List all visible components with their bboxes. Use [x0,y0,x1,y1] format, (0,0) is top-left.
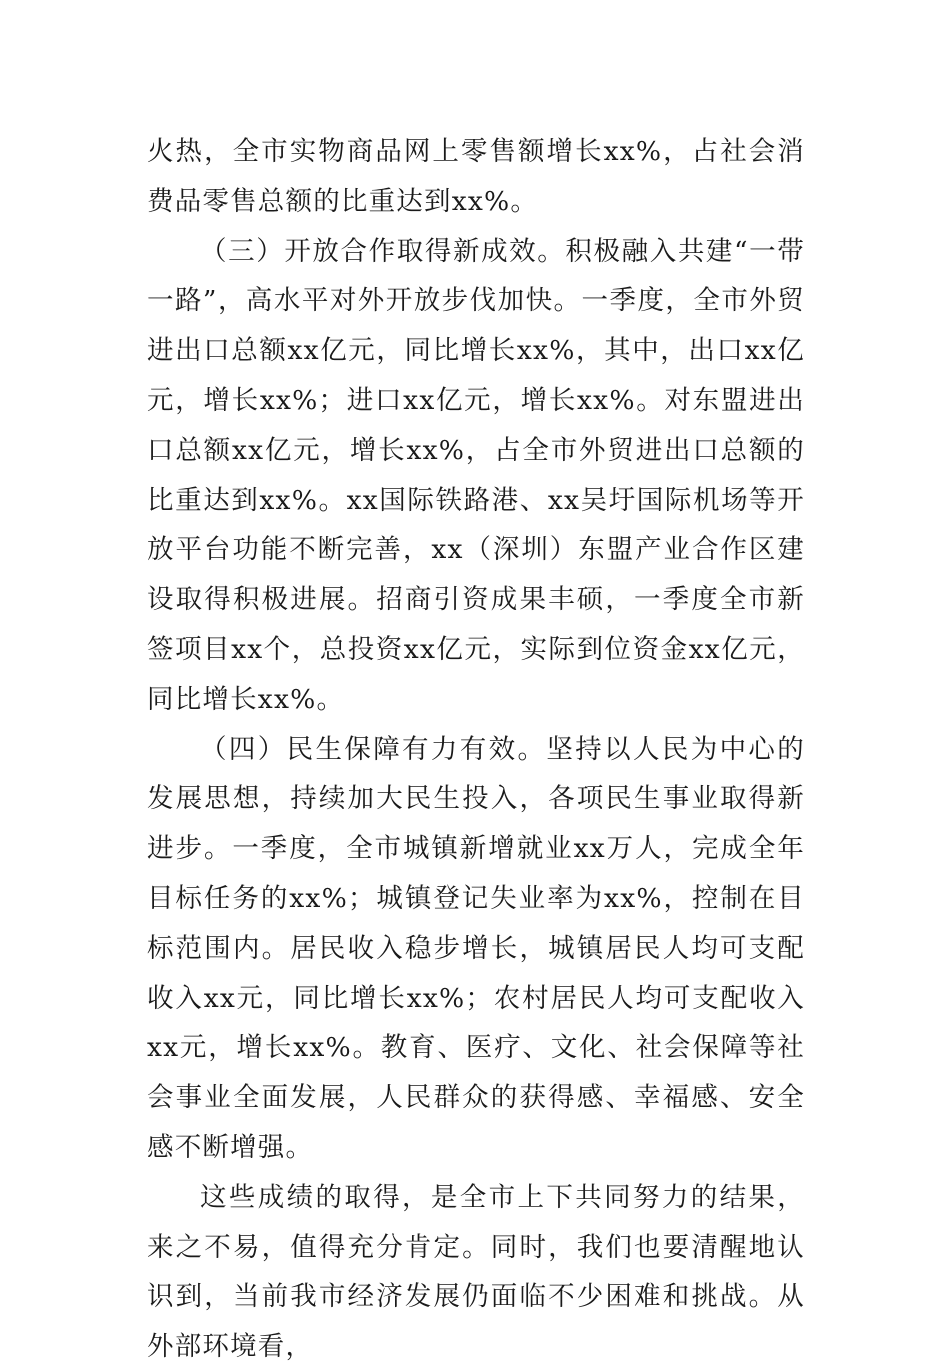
paragraph-livelihood: （四）民生保障有力有效。坚持以人民为中心的发展思想，持续加大民生投入，各项民生事业取得新进步。一季度，全市城镇新增就业xx万人，完成全年目标任务的xx%；城镇登记失业率为xx%，控制在目标范围内。居民收入稳步增长，城镇居民人均可支配收入xx元，同比增长xx%；农村居民人均可支配收入xx元，增长xx%。教育、医疗、文化、社会保障等社会事业全面发展，人民群众的获得感、幸福感、安全感不断增强。 [147,733,805,1163]
paragraph-achievements-challenges: 这些成绩的取得，是全市上下共同努力的结果，来之不易，值得充分肯定。同时，我们也要清醒地认识到，当前我市经济发展仍面临不少困难和挑战。从外部环境看， [147,1181,805,1363]
paragraph-continuation: 火热，全市实物商品网上零售额增长xx%，占社会消费品零售总额的比重达到xx%。 [147,136,805,217]
paragraph-open-cooperation: （三）开放合作取得新成效。积极融入共建“一带一路”，高水平对外开放步伐加快。一季度，全市外贸进出口总额xx亿元，同比增长xx%，其中，出口xx亿元，增长xx%；进口xx亿元，增长xx%。对东盟进出口总额xx亿元，增长xx%，占全市外贸进出口总额的比重达到xx%。xx国际铁路港、xx吴圩国际机场等开放平台功能不断完善，xx（深圳）东盟产业合作区建设取得积极进展。招商引资成果丰硕，一季度全市新签项目xx个，总投资xx亿元，实际到位资金xx亿元，同比增长xx%。 [147,235,805,715]
document-body [147,127,805,1372]
